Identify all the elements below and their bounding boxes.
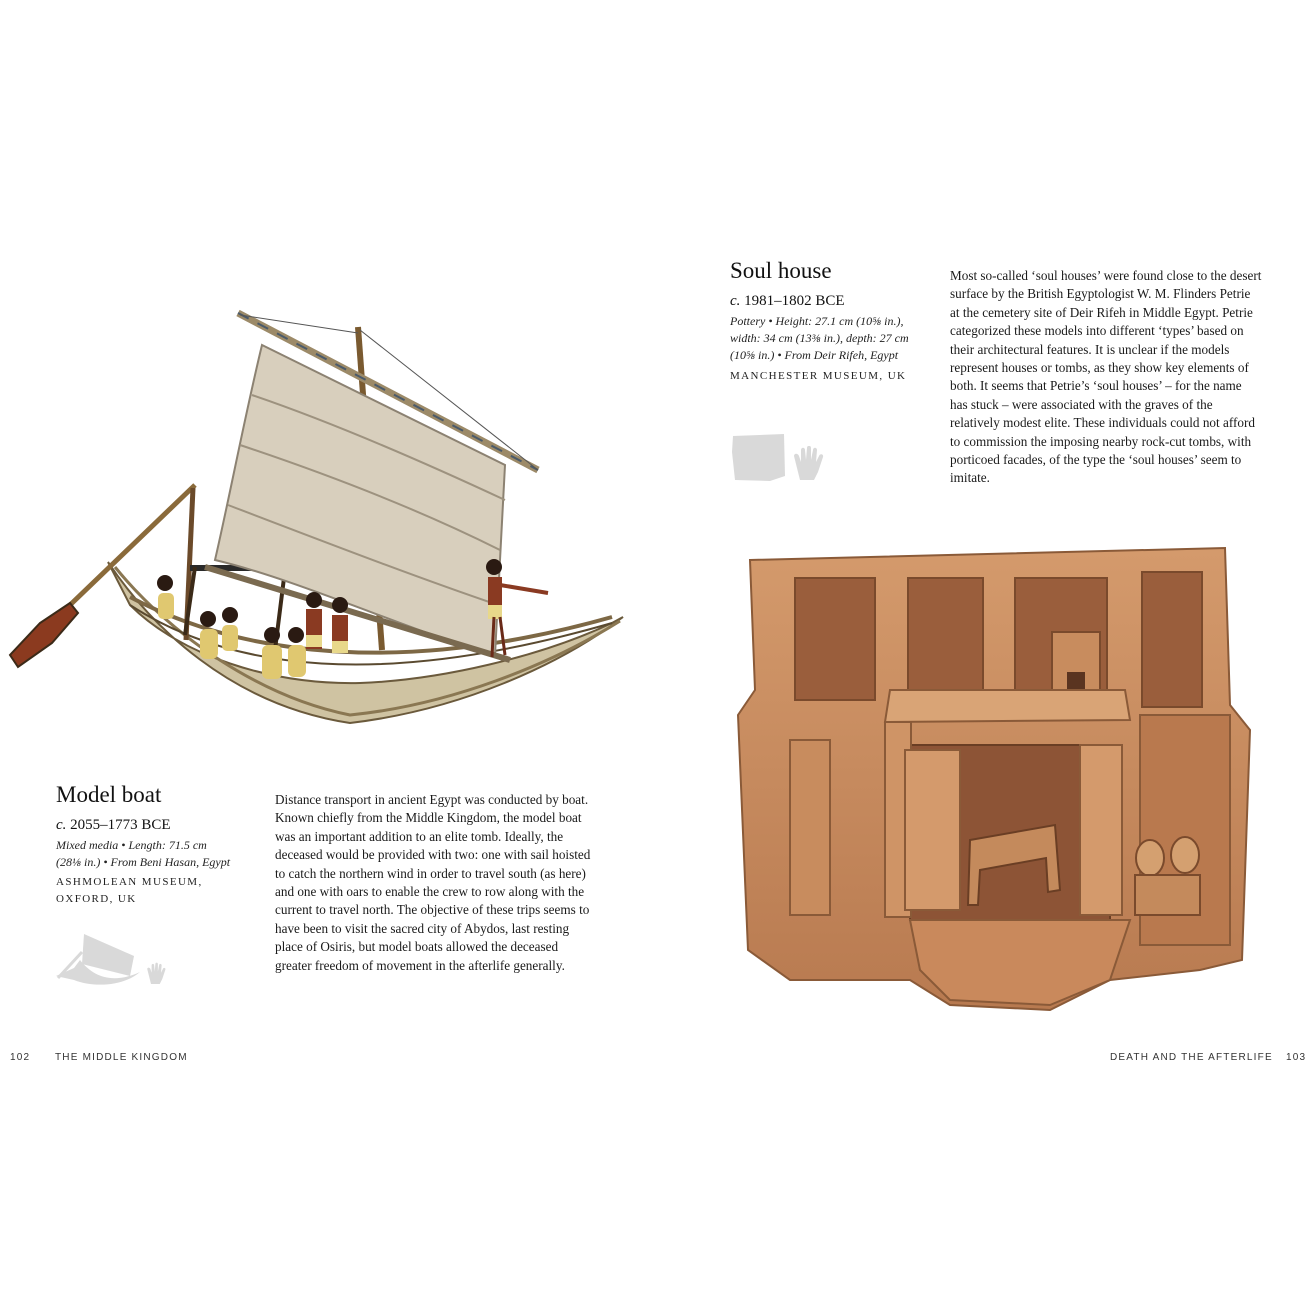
meta-line: Mixed media • Length: 71.5 cm bbox=[56, 838, 207, 852]
model-boat-museum bbox=[56, 874, 203, 908]
soul-house-description: Most so-called ‘soul houses’ were found close to the desert surface by the British Egyptologist W. M. Flinders Petrie at the cemetery site of Deir Rifeh in Middle Egypt. Petrie categorized these models into different ‘types’ based on their architectural features. It is unclear if the models represent houses or tombs, as they show key elements of both. It seems that Petrie’s ‘soul houses’ – for the name has stuck – were associated with the graves of the relatively modest elite. These individuals could not afford to commission the imposing nearby rock-cut tombs, with porticoed facades, of the type the ‘soul houses’ seem to imitate. bbox=[950, 268, 1262, 486]
circa-label: c. bbox=[730, 293, 741, 309]
museum-line: ASHMOLEAN MUSEUM, bbox=[56, 876, 203, 888]
meta-line: Pottery • Height: 27.1 cm (10⅝ in.), bbox=[730, 314, 904, 328]
boat-photo bbox=[0, 305, 630, 735]
meta-line: width: 34 cm (13⅜ in.), depth: 27 cm bbox=[730, 331, 909, 345]
soul-house-photo bbox=[730, 540, 1260, 1015]
model-boat-date-range: 2055–1773 BCE bbox=[70, 817, 171, 833]
soul-house-meta bbox=[730, 313, 930, 364]
left-running-head: THE MIDDLE KINGDOM bbox=[55, 1052, 188, 1063]
museum-line: OXFORD, UK bbox=[56, 893, 137, 905]
model-boat-title: Model boat bbox=[56, 782, 162, 807]
hand-scale-icon bbox=[792, 446, 824, 482]
right-page-number: 103 bbox=[1286, 1052, 1307, 1063]
soul-house-museum: MANCHESTER MUSEUM, UK bbox=[730, 370, 907, 382]
soul-house-title: Soul house bbox=[730, 258, 832, 283]
hand-scale-icon bbox=[146, 962, 166, 986]
left-page-number: 102 bbox=[10, 1052, 31, 1063]
soul-house-scale-silhouette-icon bbox=[730, 432, 788, 482]
model-boat-description: Distance transport in ancient Egypt was conducted by boat. Known chiefly from the Middle Kingdom, the model boat was an important addition to an elite tomb. Ideally, the deceased would be provided with two: one with sail hoisted to catch the northern wind in order to travel south (as here) and one with oars to enable the crew to row along with the current to travel north. The objective of these trips seems to have been to visit the sacred city of Abydos, last resting place of Osiris, but model boats allowed the deceased greater freedom of movement in the afterlife generally. bbox=[275, 792, 591, 973]
soul-house-date-range: 1981–1802 BCE bbox=[744, 293, 845, 309]
circa-label: c. bbox=[56, 817, 67, 833]
meta-line: (28⅛ in.) • From Beni Hasan, Egypt bbox=[56, 855, 231, 869]
meta-line: (10⅝ in.) • From Deir Rifeh, Egypt bbox=[730, 348, 899, 362]
boat-scale-silhouette-icon bbox=[54, 930, 142, 988]
model-boat-meta bbox=[56, 837, 256, 871]
model-boat-date bbox=[56, 817, 171, 834]
soul-house-date bbox=[730, 293, 845, 310]
right-running-head: DEATH AND THE AFTERLIFE bbox=[1110, 1052, 1273, 1063]
